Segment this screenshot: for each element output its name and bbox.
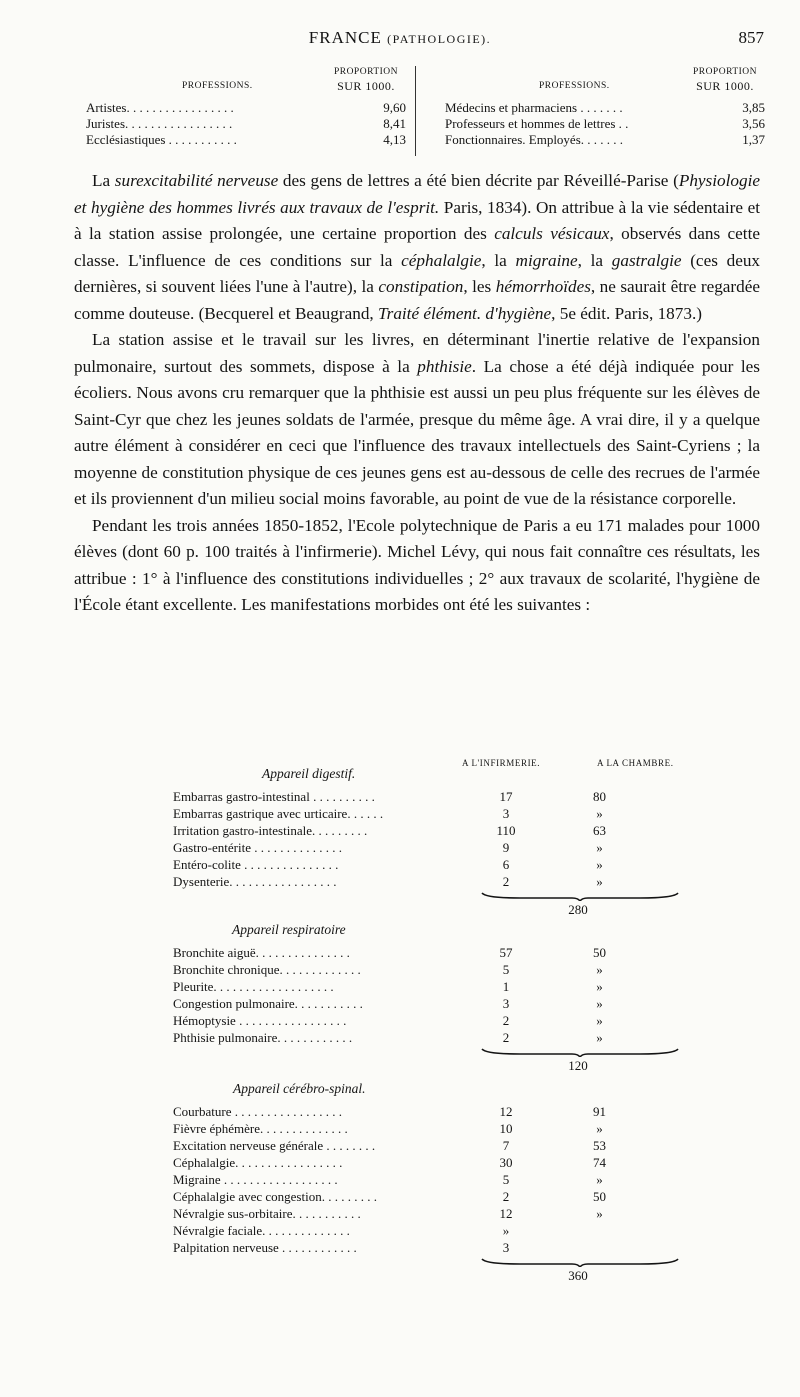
italic-term: phthisie [417,356,472,376]
disease-row [173,1012,663,1029]
chambre-count: » [596,979,603,994]
top-table-right [445,64,765,148]
infirmerie-count: 3 [502,1240,510,1255]
chambre-count: » [596,840,603,855]
text-run: (ces deux dernières, si souvent liées l'une à l'autre), la [74,250,761,296]
disease-label: Entéro-colite . . . . . . . . . . . . . . . [173,857,339,872]
infirmerie-count: 12 [499,1104,513,1119]
infirmerie-count: 6 [502,857,510,872]
proportion-value: 1,37 [742,132,765,147]
top-table-row [445,100,765,116]
sum-brace [480,1258,680,1266]
disease-label: Céphalalgie avec congestion. . . . . . . . . [173,1189,377,1204]
disease-label: Névralgie faciale. . . . . . . . . . . . . . [173,1223,350,1238]
section-total: 120 [568,1058,588,1073]
text-run: Pendant les trois années 1850-1852, l'Ecole polytechnique de Paris a eu 171 malades pour 1000 élèves (dont 60 p. 100 traités à l'infirmerie). Michel Lévy, qui nous fait connaître ces résultats, les attribue : 1° à l'influence des constitutions individuelles ; 2° aux travaux de scolarité, l'hygiène de l'École étant excellente. Les manifestations morbides ont été les suivantes : [74,515,760,614]
text-run: Paris, 1834). On attribue à la vie sédentaire et à la station assise prolongée, une certaine proportion des [74,197,760,243]
infirmerie-count: 9 [502,840,510,855]
sum-brace [480,1048,680,1056]
top-left-col-proportion-1: PROPORTION [333,67,399,77]
text-run: La station assise et le travail sur les livres, en déterminant l'inertie relative de l'expansion pulmonaire, surtout des sommets, dispose à la [74,330,760,376]
top-table-row [445,116,765,132]
chambre-count: 74 [593,1155,606,1170]
infirmerie-count: 3 [502,996,510,1011]
chambre-count: 50 [593,1189,606,1204]
disease-row [173,1171,663,1188]
disease-row [173,961,663,978]
chambre-count: 63 [593,823,606,838]
paragraph-1 [74,168,760,327]
proportion-value: 9,60 [383,100,406,115]
chambre-count: » [596,857,603,872]
text-run: . La chose a été déjà indiquée pour les écoliers. Nous avons cru remarquer que la phthisie est aussi un peu plus fréquente sur les élèves de Saint-Cyr que chez les jeunes soldats de l'armée, presque du même âge. A vrai dire, il y a quelque autre élément à considérer en ceci que l'influence des travaux intellectuels des Saint-Cyriens ; la moyenne de constitution physique de ces jeunes gens est au-dessous de celle des recrues de l'armée et ils proviennent d'un milieu social moins favorable, au point de vue de la résistance corporelle. [74,356,760,508]
chambre-count: » [596,806,603,821]
section-title: Appareil respiratoire [232,922,346,937]
chambre-count: 80 [593,789,606,804]
running-title-subtitle: (PATHOLOGIE). [387,32,492,46]
top-right-col-proportion-2: SUR 1000. [696,79,754,93]
disease-row [173,856,663,873]
disease-label: Névralgie sus-orbitaire. . . . . . . . . . . [173,1206,361,1221]
disease-label: Irritation gastro-intestinale. . . . . . . . . [173,823,368,838]
infirmerie-count: 2 [502,1013,510,1028]
italic-term: hémorrhoïdes [495,277,591,296]
top-left-col-proportion-2: SUR 1000. [337,79,395,93]
disease-label: Embarras gastrique avec urticaire. . . . . . [173,806,384,821]
italic-term: surexcitabilité nerveuse [114,171,279,190]
disease-row [173,944,663,961]
italic-term: Traité élément. d'hygiène [378,303,552,323]
chambre-count: » [596,874,603,889]
italic-term: constipation [378,277,464,296]
top-right-rows [445,100,765,148]
chambre-count: » [596,1030,603,1045]
top-table-row [86,116,406,132]
disease-row [173,1120,663,1137]
disease-label: Céphalalgie. . . . . . . . . . . . . . . . . [173,1155,343,1170]
body-text [74,168,760,619]
chambre-count [536,1222,663,1239]
proportion-value: 4,13 [383,132,406,147]
disease-label: Embarras gastro-intestinal . . . . . . . . . . [173,789,375,804]
disease-label: Bronchite aiguë. . . . . . . . . . . . . . . [173,945,350,960]
disease-row [173,1239,663,1256]
top-table-row [86,132,406,148]
proportion-value: 8,41 [383,116,406,131]
profession-label: Fonctionnaires. Employés. . . . . . . [445,132,624,147]
infirmerie-count: 3 [502,806,510,821]
top-table-row [445,132,765,148]
chambre-count: » [596,1013,603,1028]
chambre-count: 50 [593,945,606,960]
text-run: , ne saurait être regardée comme douteuse. (Becquerel et Beaugrand, [74,277,760,323]
text-run: , observés dans cette classe. L'influence de ces conditions sur la [74,224,760,270]
disease-row [173,873,663,890]
text-run: des gens de lettres a été bien décrite par Réveillé-Parise ( [278,171,679,190]
disease-label: Pleurite. . . . . . . . . . . . . . . . . . . [173,979,334,994]
page-number: 857 [738,28,764,47]
text-run: , 5e édit. Paris, 1873.) [551,303,702,323]
disease-label: Palpitation nerveuse . . . . . . . . . . . . [173,1240,357,1255]
chambre-count: » [596,1172,603,1187]
disease-label: Phthisie pulmonaire. . . . . . . . . . . . [173,1030,353,1045]
section-total: 280 [568,902,588,917]
chambre-count: » [596,962,603,977]
infirmerie-count: 17 [499,789,513,804]
section-total: 360 [568,1268,588,1283]
top-right-col-profession: PROFESSIONS. [539,81,610,91]
disease-row [173,1029,663,1046]
text-run: , la [577,250,612,270]
infirmerie-count: 10 [499,1121,513,1136]
text-run: , la [481,250,516,270]
profession-label: Professeurs et hommes de lettres . . [445,116,629,131]
disease-row [173,978,663,995]
running-title-main: FRANCE [308,28,382,47]
disease-row [173,1103,663,1120]
infirmerie-count: 30 [499,1155,513,1170]
text-run: , les [463,277,496,296]
col-header-chambre: A LA CHAMBRE. [597,758,674,768]
profession-label: Juristes. . . . . . . . . . . . . . . . . [86,116,233,131]
disease-label: Bronchite chronique. . . . . . . . . . . . . [173,962,361,977]
profession-label: Artistes. . . . . . . . . . . . . . . . . [86,100,234,115]
disease-row [173,1154,663,1171]
disease-label: Congestion pulmonaire. . . . . . . . . . . [173,996,363,1011]
disease-row [173,1205,663,1222]
disease-label: Dysenterie. . . . . . . . . . . . . . . . . [173,874,337,889]
disease-label: Courbature . . . . . . . . . . . . . . . . . [173,1104,342,1119]
proportion-value: 3,56 [742,116,765,131]
section-title: Appareil cérébro-spinal. [233,1081,366,1096]
italic-term: céphalalgie [401,250,482,270]
chambre-count: 91 [593,1104,606,1119]
infirmerie-count: 12 [499,1206,513,1221]
top-table-row [86,100,406,116]
infirmerie-count: » [502,1223,510,1238]
infirmerie-count: 2 [502,1030,510,1045]
top-right-col-proportion-1: PROPORTION [692,67,758,77]
profession-label: Médecins et pharmaciens . . . . . . . [445,100,623,115]
disease-row [173,1137,663,1154]
profession-label: Ecclésiastiques . . . . . . . . . . . [86,132,237,147]
italic-term: calculs vésicaux [494,224,610,243]
text-run: La [92,171,115,190]
disease-label: Gastro-entérite . . . . . . . . . . . . . . [173,840,342,855]
disease-row [173,839,663,856]
top-table-left [86,64,406,148]
disease-label: Migraine . . . . . . . . . . . . . . . . . . [173,1172,338,1187]
disease-row [173,1222,663,1239]
infirmerie-count: 5 [502,1172,510,1187]
disease-label: Excitation nerveuse générale . . . . . . . . [173,1138,376,1153]
chambre-count: » [596,1121,603,1136]
proportion-value: 3,85 [742,100,765,115]
infirmerie-count: 2 [502,874,510,889]
disease-row [173,1188,663,1205]
disease-row [173,822,663,839]
paragraph-3 [74,513,760,619]
running-title [0,28,800,48]
sum-brace [480,892,680,900]
infirmerie-count: 110 [496,823,516,838]
infirmerie-count: 57 [499,945,513,960]
disease-label: Hémoptysie . . . . . . . . . . . . . . . . . [173,1013,347,1028]
disease-row [173,995,663,1012]
infirmerie-count: 2 [502,1189,510,1204]
col-header-infirmerie: A L'INFIRMERIE. [462,758,541,768]
disease-label: Fièvre éphémère. . . . . . . . . . . . . . [173,1121,348,1136]
chambre-count: 53 [593,1138,606,1153]
chambre-count [536,1239,663,1256]
chambre-count: » [596,996,603,1011]
infirmerie-count: 5 [502,962,510,977]
disease-row [173,788,663,805]
italic-term: migraine [515,250,578,270]
column-divider [415,66,416,156]
infirmerie-count: 7 [502,1138,510,1153]
chambre-count: » [596,1206,603,1221]
italic-term: Physiologie et hygiène des hommes livrés aux travaux de l'esprit. [74,171,760,217]
disease-row [173,805,663,822]
italic-term: gastralgie [611,250,682,270]
infirmerie-count: 1 [502,979,510,994]
top-left-col-profession: PROFESSIONS. [182,81,253,91]
paragraph-2 [74,327,760,513]
section-title: Appareil digestif. [262,766,356,781]
top-left-rows [86,100,406,148]
